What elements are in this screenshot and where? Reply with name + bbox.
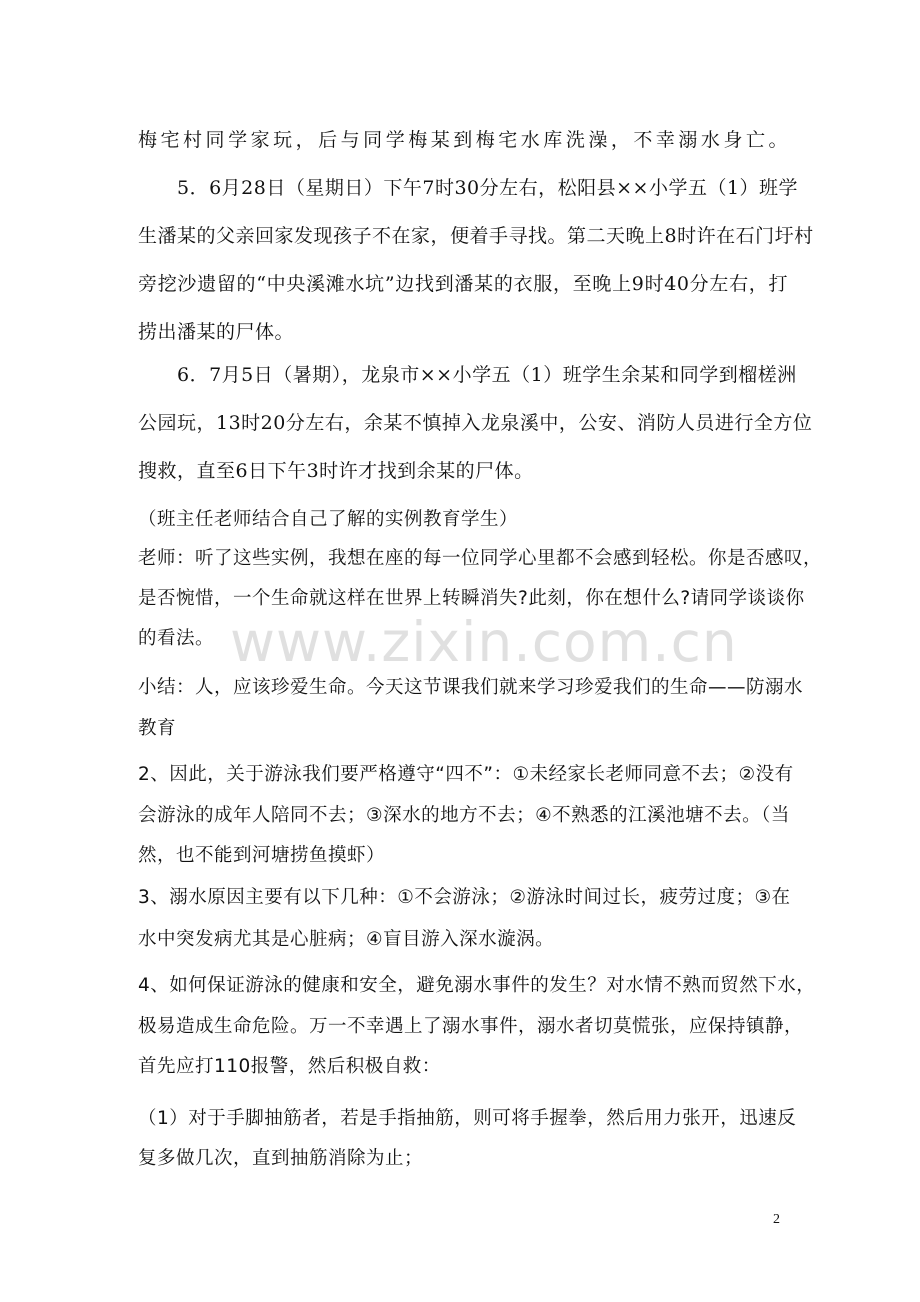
text-line: 极易造成生命危险。万一不幸遇上了溺水事件，溺水者切莫慌张，应保持镇静， — [138, 1016, 804, 1037]
text-line: 复多做几次，直到抽筋消除为止； — [138, 1148, 424, 1169]
page-number: 2 — [773, 1212, 780, 1227]
text-line: 教育 — [138, 718, 177, 739]
text-line: 首先应打110报警，然后积极自救： — [138, 1056, 441, 1077]
text-line: 的看法。 — [138, 628, 215, 649]
text-line: （班主任老师结合自己了解的实例教育学生） — [138, 509, 519, 530]
text-line: 公园玩，13时20分左右，余某不慎掉入龙泉溪中，公安、消防人员进行全方位 — [138, 412, 813, 434]
text-line: 梅宅村同学家玩，后与同学梅某到梅宅水库洗澡，不幸溺水身亡。 — [138, 129, 788, 151]
text-line: 然，也不能到河塘捞鱼摸虾） — [138, 845, 386, 866]
text-line: 老师：听了这些实例，我想在座的每一位同学心里都不会感到轻松。你是否感叹， — [138, 548, 823, 569]
text-line: 旁挖沙遗留的“中央溪滩水坑”边找到潘某的衣服，至晚上9时40分左右，打 — [138, 273, 788, 295]
text-line: （1）对于手脚抽筋者，若是手指抽筋，则可将手握拳，然后用力张开，迅速反 — [138, 1108, 797, 1129]
text-line: 5．6月28日（星期日）下午7时30分左右，松阳县××小学五（1）班学 — [138, 177, 799, 199]
text-line: 搜救，直至6日下午3时许才找到余某的尸体。 — [138, 460, 534, 482]
text-line: 小结：人，应该珍爱生命。今天这节课我们就来学习珍爱我们的生命——防溺水 — [138, 677, 804, 698]
text-line: 生潘某的父亲回家发现孩子不在家，便着手寻找。第二天晚上8时许在石门圩村 — [138, 225, 814, 247]
text-line: 3、溺水原因主要有以下几种：①不会游泳；②游泳时间过长，疲劳过度；③在 — [138, 887, 791, 908]
text-line: 水中突发病尤其是心脏病；④盲目游入深水漩涡。 — [138, 929, 555, 950]
watermark: www.zixin.com.cn — [230, 610, 738, 674]
text-line: 6．7月5日（暑期），龙泉市××小学五（1）班学生余某和同学到榴槎洲 — [138, 364, 797, 386]
text-line: 2、因此，关于游泳我们要严格遵守“四不”：①未经家长老师同意不去；②没有 — [138, 764, 794, 785]
text-line: 会游泳的成年人陪同不去；③深水的地方不去；④不熟悉的江溪池塘不去。（当 — [138, 805, 790, 826]
text-line: 是否惋惜，一个生命就这样在世界上转瞬消失?此刻，你在想什么?请同学谈谈你 — [138, 588, 805, 609]
text-line: 捞出潘某的尸体。 — [138, 321, 295, 343]
text-line: 4、如何保证游泳的健康和安全，避免溺水事件的发生？对水情不熟而贸然下水， — [138, 975, 816, 996]
